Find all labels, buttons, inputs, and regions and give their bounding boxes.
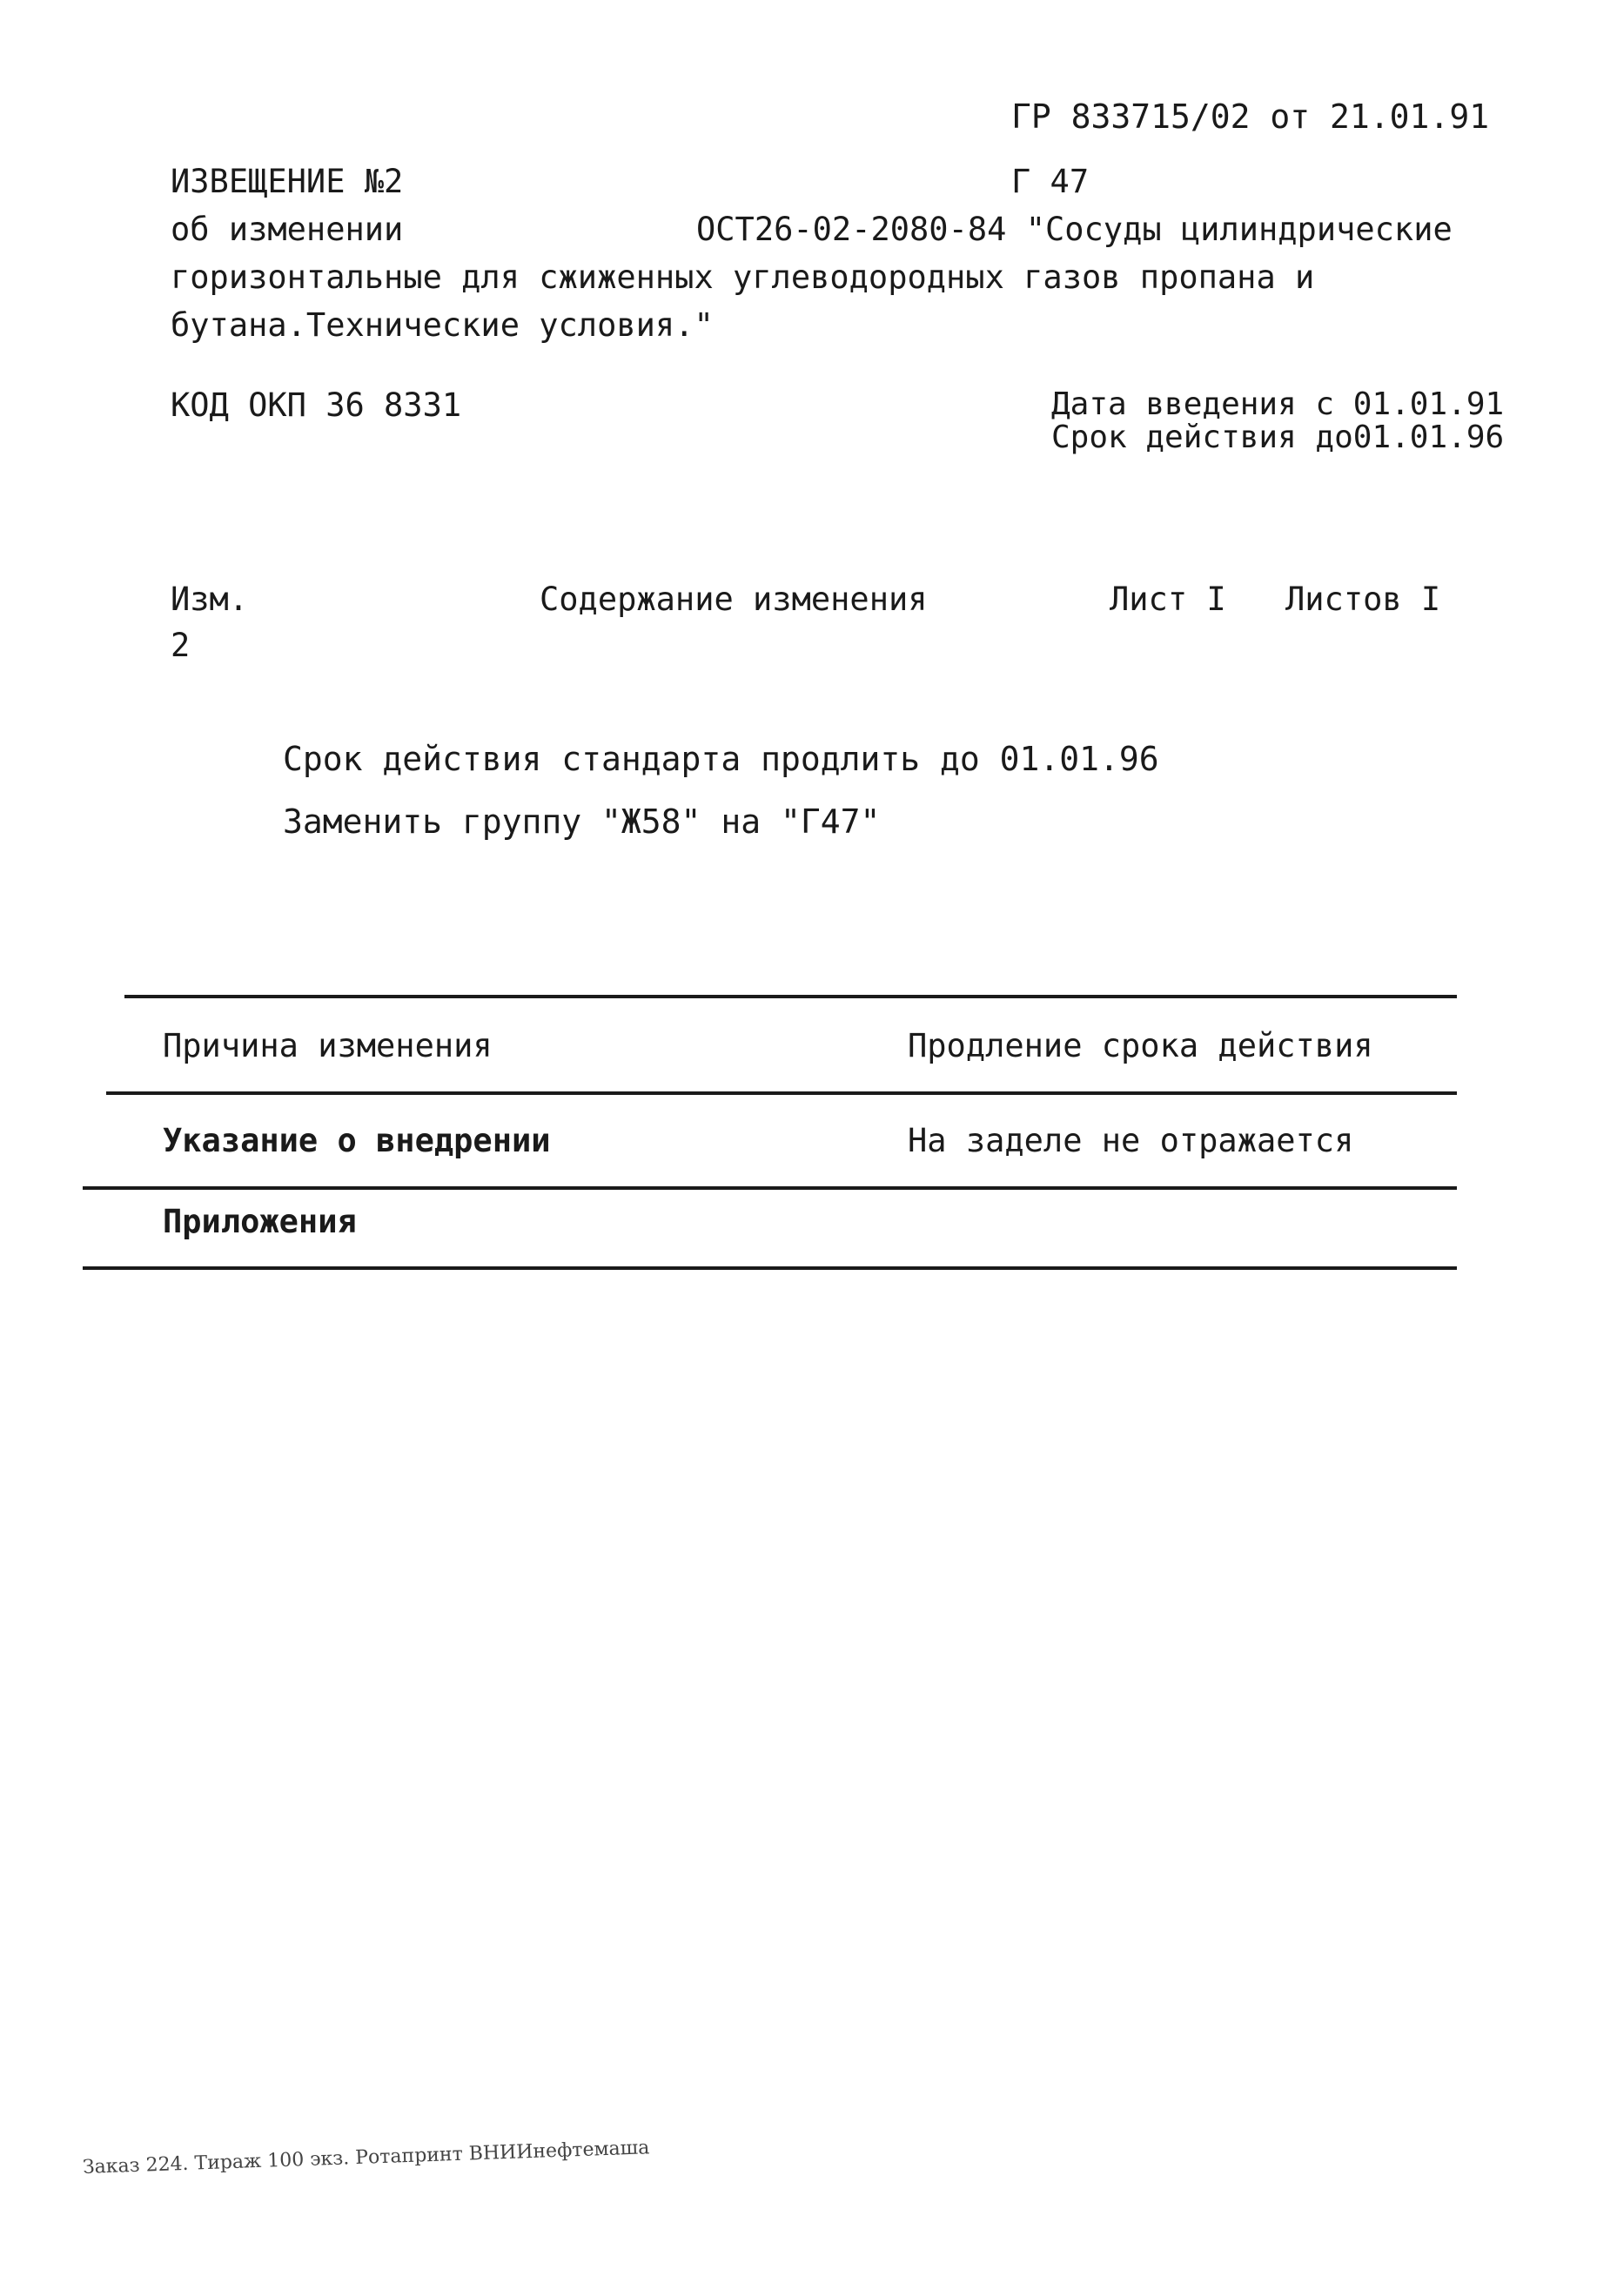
standard-title-line2: горизонтальные для сжиженных углеводородных газов пропана и: [171, 258, 1315, 296]
implementation-value: На заделе не отражается: [908, 1122, 1354, 1159]
registration-number: ГР 833715/02 от 21.01.91: [1011, 97, 1490, 136]
table-rule-2: [106, 1091, 1457, 1095]
table-rule-bottom: [83, 1266, 1457, 1270]
reason-label: Причина изменения: [163, 1027, 493, 1064]
table-rule-3: [83, 1186, 1457, 1190]
body-line-1: Срок действия стандарта продлить до 01.01.96: [283, 740, 1159, 778]
change-label: Изм.: [171, 581, 249, 618]
change-number: 2: [171, 627, 191, 664]
attachments-label: Приложения: [163, 1203, 357, 1240]
notice-title: ИЗВЕЩЕНИЕ №2: [171, 163, 404, 200]
sheets-total-label: Листов I: [1285, 581, 1441, 618]
validity-period: Срок действия до01.01.96: [1051, 420, 1505, 455]
reason-value: Продление срока действия: [908, 1027, 1373, 1064]
content-label: Содержание изменения: [540, 581, 928, 618]
about-change-label: об изменении: [171, 211, 404, 248]
introduction-date: Дата введения с 01.01.91: [1051, 386, 1505, 422]
implementation-label: Указание о внедрении: [163, 1122, 551, 1159]
group-code: Г 47: [1011, 163, 1090, 200]
standard-title-line1: ОСТ26-02-2080-84 "Сосуды цилиндрические: [696, 211, 1453, 248]
table-rule-top: [124, 995, 1457, 998]
okp-code: КОД ОКП 36 8331: [171, 386, 462, 424]
sheet-label: Лист I: [1110, 581, 1226, 618]
body-line-2: Заменить группу "Ж58" на "Г47": [283, 802, 881, 841]
print-note: Заказ 224. Тираж 100 экз. Ротапринт ВНИИнефтемаша: [82, 2137, 650, 2179]
standard-title-line3: бутана.Технические условия.": [171, 306, 714, 344]
